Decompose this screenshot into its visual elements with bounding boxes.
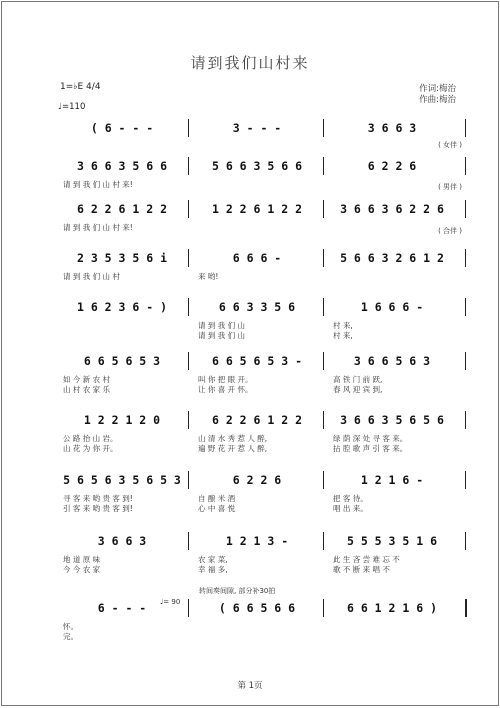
- score-row: [57, 198, 467, 220]
- measure: ( 6 6 5 6 6: [218, 601, 296, 615]
- lyric-text: 自 酿 米 酒: [198, 494, 236, 503]
- interlude-note: 转间奏间隙, 部分补30拍: [199, 587, 276, 595]
- score-row: [57, 117, 467, 139]
- lyric-text: 怀。: [63, 622, 78, 631]
- bar-line: [465, 298, 466, 316]
- lyric-text: 农 家 菜,: [198, 555, 228, 564]
- measure: 3 - - -: [232, 121, 282, 135]
- bar-line: [188, 532, 189, 550]
- tempo-mark: ♩=110: [58, 102, 86, 112]
- bar-line: [465, 249, 466, 267]
- measure: 3 6 6 5 6 3: [353, 354, 431, 368]
- score-row: [57, 597, 467, 619]
- measure: 1 2 2 1 2 0: [83, 413, 161, 427]
- lyric-text: 引 客 来 哟 贵 客 到!: [63, 504, 133, 513]
- measure: 5 6 5 6 3 5 6 5 3: [63, 473, 181, 487]
- measure: 6 6 3 3 5 6: [218, 300, 296, 314]
- score-row: [57, 247, 467, 269]
- bar-line: [188, 249, 189, 267]
- measure: 1 2 1 3 -: [225, 534, 289, 548]
- bar-line: [323, 157, 324, 175]
- lyric-text: 请 到 我 们 山: [198, 331, 246, 340]
- lyric-text: 心 中 喜 悦: [198, 504, 236, 513]
- bar-line: [188, 298, 189, 316]
- bar-line: [323, 532, 324, 550]
- bar-line: [188, 411, 189, 429]
- lyric-text: 唱 出 来。: [333, 504, 368, 513]
- lyric-text: 把 客 待。: [333, 494, 368, 503]
- lyric-text: 山 清 水 秀 惹 人 醉,: [198, 434, 268, 443]
- bar-line: [323, 200, 324, 218]
- bar-line: [188, 119, 189, 137]
- score-row: [57, 409, 467, 431]
- measure: 6 2 2 6 1 2 2: [76, 202, 167, 216]
- bar-line: [323, 599, 324, 617]
- key-signature: 1=♭E 4/4: [60, 82, 101, 92]
- bar-line: [188, 200, 189, 218]
- lyricist: 作词:梅治: [419, 84, 456, 94]
- lyric-text: 如 今 新 农 村: [63, 375, 111, 384]
- bar-line: [465, 599, 467, 617]
- credits: [419, 84, 456, 106]
- bar-line: [465, 157, 466, 175]
- score-row: [57, 155, 467, 177]
- lyric-text: 高 铁 门 前 跃,: [333, 375, 383, 384]
- bar-line: [323, 298, 324, 316]
- measure: 6 6 1 2 1 6 ): [346, 601, 437, 615]
- measure: 6 - - -: [97, 601, 147, 615]
- score-row: [57, 530, 467, 552]
- lyric-text: 寻 客 来 哟 贵 客 到!: [63, 494, 133, 503]
- lyrics-line: [57, 632, 467, 654]
- score-row: [57, 296, 467, 318]
- measure: 6 2 2 6: [367, 159, 417, 173]
- lyrics-line: [57, 223, 467, 245]
- lyric-text: 完。: [63, 632, 78, 641]
- lyric-text: 绿 荫 深 处 寻 客 来。: [333, 434, 408, 443]
- lyrics-line: [57, 504, 467, 526]
- measure: 6 2 2 6 1 2 2: [211, 413, 302, 427]
- measure: 2 3 5 3 5 6 i: [76, 251, 167, 265]
- bar-line: [188, 599, 189, 617]
- measure: 3 6 6 3 5 6 5 6: [340, 413, 444, 427]
- lyric-text: 山 花 为 你 开。: [63, 444, 118, 453]
- lyric-text: 公 路 抬 山 岩。: [63, 434, 118, 443]
- lyric-text: 请 到 我 们 山: [198, 321, 246, 330]
- bar-line: [465, 411, 466, 429]
- lyric-text: 村 来,: [333, 321, 353, 330]
- lyric-text: 让 你 喜 开 怀。: [198, 385, 253, 394]
- lyric-text: 地 道 原 味: [63, 555, 101, 564]
- measure: 5 6 6 3 5 6 6: [211, 159, 302, 173]
- score-page: [1, 1, 499, 706]
- bar-line: [323, 471, 324, 489]
- measure: 3 6 6 3 5 6 6: [76, 159, 167, 173]
- lyric-text: 歌 不 断 来 唱 不: [333, 565, 390, 574]
- lyric-text: 请 到 我 们 山 村 来!: [63, 180, 133, 189]
- lyrics-line: [57, 565, 467, 587]
- bar-line: [323, 249, 324, 267]
- measure: 1 2 2 6 1 2 2: [211, 202, 302, 216]
- measure: 3 6 6 3: [367, 121, 417, 135]
- bar-line: [323, 119, 324, 137]
- lyric-text: 村 来,: [333, 331, 353, 340]
- bar-line: [465, 471, 466, 489]
- lyrics-line: [57, 444, 467, 466]
- lyric-text: 来 哟!: [198, 272, 219, 281]
- bar-line: [465, 119, 466, 137]
- lyric-text: 拈 腔 歌 声 引 客 来。: [333, 444, 408, 453]
- lyric-text: 此 生 吝 尝 难 忘 不: [333, 555, 400, 564]
- measure: 6 2 2 6: [232, 473, 282, 487]
- lyric-text: 幸 福 多,: [198, 565, 228, 574]
- lyric-text: 遍 野 花 开 惹 人 醉,: [198, 444, 268, 453]
- lyric-text: 山 村 农 家 乐: [63, 385, 111, 394]
- measure: ( 6 - - -: [90, 121, 154, 135]
- bar-line: [188, 157, 189, 175]
- lyrics-line: [57, 272, 467, 294]
- page-number: 第 1页: [237, 681, 263, 691]
- measure: 1 6 6 6 -: [360, 300, 424, 314]
- lyric-text: 春 风 迎 宾 到,: [333, 385, 383, 394]
- lyrics-line: [57, 385, 467, 407]
- bar-line: [323, 352, 324, 370]
- bar-line: [465, 352, 466, 370]
- voice-part-label: ( 男伴 ): [438, 183, 462, 191]
- measure: 5 6 6 3 2 6 1 2: [340, 251, 444, 265]
- voice-part-label: ( 合伴 ): [438, 227, 462, 235]
- voice-part-label: ( 女伴 ): [438, 141, 462, 149]
- measure: 6 6 6 -: [232, 251, 282, 265]
- lyric-text: 叫 你 把 眼 开。: [198, 375, 253, 384]
- measure: 5 5 5 3 5 1 6: [346, 534, 437, 548]
- measure: 6 6 5 6 5 3: [83, 354, 161, 368]
- bar-line: [188, 471, 189, 489]
- lyric-text: 今 今 农 家: [63, 565, 101, 574]
- measure: 3 6 6 3: [97, 534, 147, 548]
- song-title: 请到我们山村来: [190, 54, 310, 72]
- tempo-change-mark: ♩= 90: [160, 598, 181, 606]
- bar-line: [323, 411, 324, 429]
- measure: 1 2 1 6 -: [360, 473, 424, 487]
- bar-line: [188, 352, 189, 370]
- measure: 1 6 2 3 6 - ): [76, 300, 167, 314]
- bar-line: [465, 200, 466, 218]
- lyric-text: 请 到 我 们 山 村: [63, 272, 120, 281]
- measure: 6 6 5 6 5 3 -: [211, 354, 302, 368]
- score-row: [57, 350, 467, 372]
- bar-line: [465, 532, 466, 550]
- measure: 3 6 6 3 6 2 2 6: [340, 202, 444, 216]
- lyric-text: 请 到 我 们 山 村 来!: [63, 223, 133, 232]
- score-row: [57, 469, 467, 491]
- composer: 作曲:梅治: [419, 95, 456, 105]
